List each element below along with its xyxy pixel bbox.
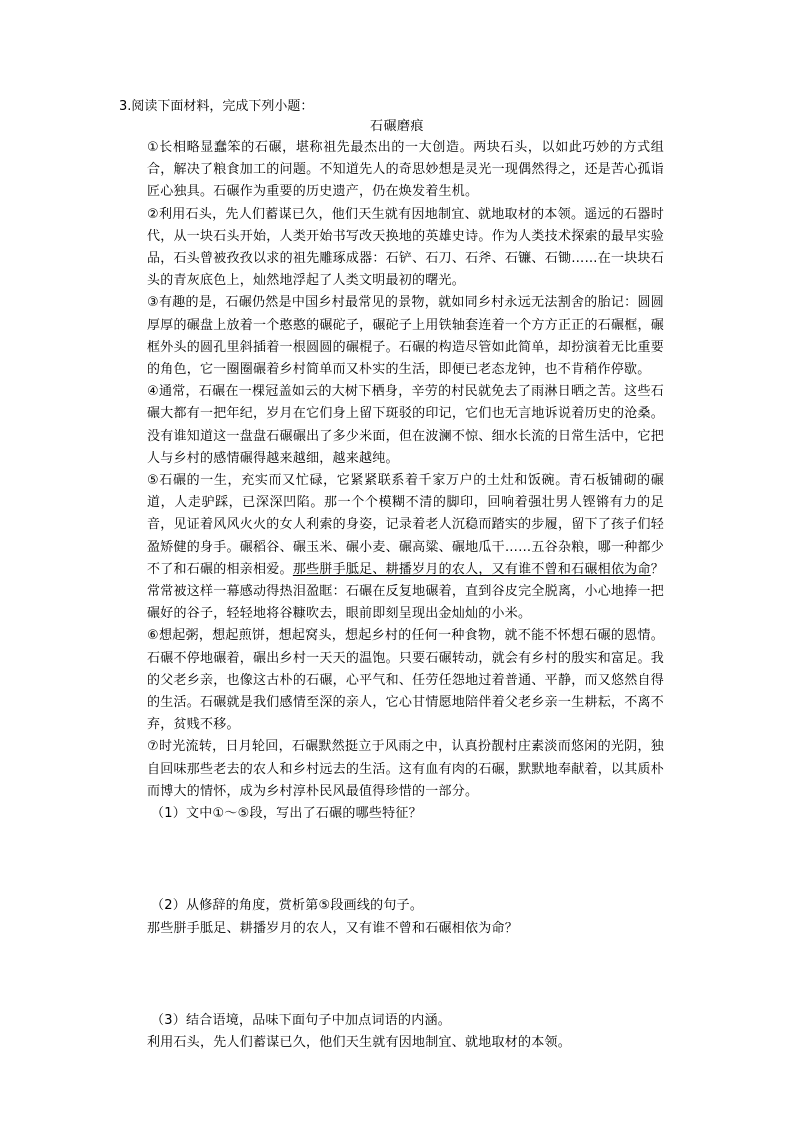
question-3-sentence: 利用石头，先人们蓄谋已久，他们天生就有因地制宜、就地取材的本领。	[147, 1034, 572, 1050]
question-2: （2）从修辞的角度，赏析第⑤段画线的句子。	[151, 898, 424, 914]
answer-space-2	[147, 940, 664, 1010]
article-title: 石碾磨痕	[369, 119, 424, 134]
paragraph-5	[147, 470, 664, 625]
paragraph-2: ②利用石头，先人们蓄谋已久，他们天生就有因地制宜、就地取材的本领。遥远的石器时代，从一块石头开始，人类开始书写改天换地的英雄史诗。作为人类技术探索的最早实验品，石头曾被孜孜以求的祖先雕琢成器：石铲、石刀、石斧、石镰、石锄……在一块块石头的青灰底色上，灿然地浮起了人类文明最初的曙光。	[147, 206, 664, 289]
paragraph-7: ⑦时光流转，日月轮回，石碾默然挺立于风雨之中，认真扮靓村庄素淡而悠闲的光阴，独自回味那些老去的农人和乡村远去的生活。这有血有肉的石碾，默默地奉献着，以其质朴而博大的情怀，成为乡村淳朴民风最值得珍惜的一部分。	[147, 739, 664, 799]
paragraph-5-before: ⑤石碾的一生，充实而又忙碌，它紧紧联系着千家万户的土灶和饭碗。青石板铺砌的碾道，人走驴踩，已深深凹陷。那一个个模糊不清的脚印，回响着强壮男人铿锵有力的足音，见证着风风火火的女人利索的身姿，记录着老人沉稳而踏实的步履，留下了孩子们轻盈矫健的身手。碾稻谷、碾玉米、碾小麦、碾高粱、碾地瓜干……五谷杂粮，哪一种都少不了和石碾的相亲相爱。	[147, 473, 664, 577]
article-body	[147, 137, 664, 1054]
paragraph-1: ①长相略显蠢笨的石碾，堪称祖先最杰出的一大创造。两块石头，以如此巧妙的方式组合，解决了粮食加工的问题。不知道先人的奇思妙想是灵光一现偶然得之，还是苦心孤诣匠心独具。石碾作为重要的历史遗产，仍在焕发着生机。	[147, 140, 664, 200]
question-2-sentence: 那些胼手胝足、耕播岁月的农人，又有谁不曾和石碾相依为命？	[147, 920, 519, 936]
paragraph-4: ④通常，石碾在一棵冠盖如云的大树下栖身，辛劳的村民就免去了雨淋日晒之苦。这些石碾大都有一把年纪，岁月在它们身上留下斑驳的印记，它们也无言地诉说着历史的沧桑。没有谁知道这一盘盘石碾碾出了多少米面，但在波澜不惊、细水长流的日常生活中，它把人与乡村的感情碾得越来越细，越来越纯。	[147, 384, 664, 466]
question-1: （1）文中①～⑤段，写出了石碾的哪些特征？	[151, 806, 422, 822]
question-heading: 3.阅读下面材料，完成下列小题：	[119, 99, 314, 114]
answer-space-1	[147, 825, 664, 895]
underlined-sentence: 那些胼手胝足、耕播岁月的农人，又有谁不曾和石碾相依为命	[292, 561, 651, 577]
question-3: （3）结合语境，品味下面句子中加点词语的内涵。	[151, 1012, 452, 1028]
paragraph-6: ⑥想起粥，想起煎饼，想起窝头，想起乡村的任何一种食物，就不能不怀想石碾的恩情。石碾不停地碾着，碾出乡村一天天的温饱。只要石碾转动，就会有乡村的殷实和富足。我的父老乡亲，也像这古朴的石碾，心平气和、任劳任怨地过着普通、平静，而又悠然自得的生活。石碾就是我们感情至深的亲人，它心甘情愿地陪伴着父老乡亲一生耕耘，不离不弃，贫贱不移。	[147, 628, 664, 733]
paragraph-3: ③有趣的是，石碾仍然是中国乡村最常见的景物，就如同乡村永远无法割舍的胎记：圆圆厚厚的碾盘上放着一个憨憨的碾砣子，碾砣子上用铁轴套连着一个方方正正的石碾框，碾框外头的圆孔里斜插着一根圆圆的碾棍子。石碾的构造尽管如此简单，却扮演着无比重要的角色，它一圈圈碾着乡村简单而又朴实的生活，即便已老态龙钟，也不肯稍作停歇。	[147, 295, 664, 378]
paragraph-5-after: ？常常被这样一幕感动得热泪盈眶：石碾在反复地碾着，直到谷皮完全脱离，小心地捧一把碾好的谷子，轻轻地将谷糠吹去，眼前即刻呈现出金灿灿的小米。	[147, 561, 664, 622]
